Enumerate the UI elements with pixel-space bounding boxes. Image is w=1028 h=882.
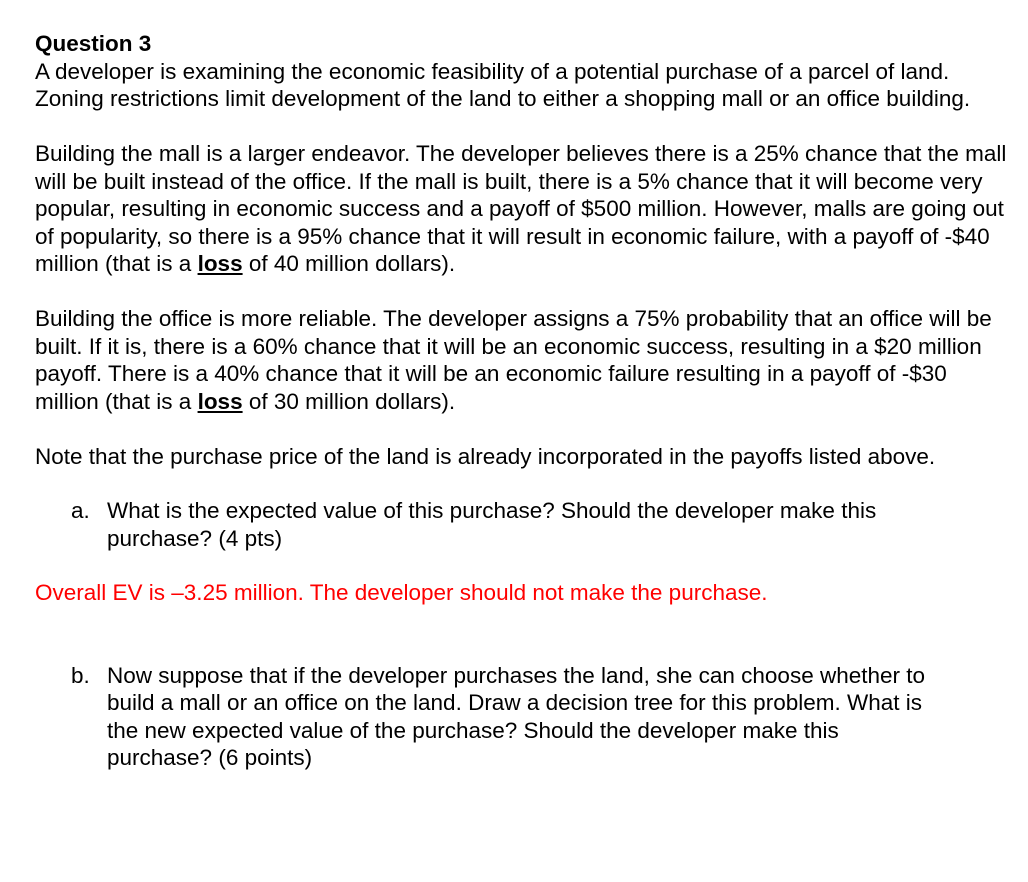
question-document bbox=[35, 30, 1010, 772]
mall-paragraph-text: Building the mall is a larger endeavor. The developer believes there is a 25% chance that the mall will be built instead of the office. If the mall is built, there is a 5% chance that it will become very popular, resulting in economic success and a payoff of $500 million. However, malls are going out of popularity, so there is a 95% chance that it will result in economic failure, with a payoff of -$40 million (that is a bbox=[35, 141, 1007, 276]
office-loss-emphasis: loss bbox=[197, 388, 243, 414]
note-paragraph: Note that the purchase price of the land is already incorporated in the payoffs listed above. bbox=[35, 443, 936, 469]
answer-a: Overall EV is –3.25 million. The developer should not make the purchase. bbox=[35, 580, 768, 605]
part-a-marker: a. bbox=[71, 498, 90, 523]
part-a bbox=[35, 497, 1010, 552]
part-b-marker: b. bbox=[71, 662, 90, 688]
question-title: Question 3 bbox=[35, 31, 152, 56]
office-paragraph bbox=[35, 305, 1010, 415]
part-a-text: What is the expected value of this purchase? Should the developer make this purchase? (4 pts) bbox=[107, 498, 877, 551]
mall-paragraph-tail: of 40 million dollars). bbox=[242, 251, 456, 276]
mall-loss-emphasis: loss bbox=[197, 251, 243, 276]
part-b-text: Now suppose that if the developer purchases the land, she can choose whether to build a mall or an office on the land. Draw a decision tree for this problem. What is the new expected value of the purchase? Should the developer make this purchase? (6 points) bbox=[107, 662, 926, 770]
office-paragraph-tail: of 30 million dollars). bbox=[242, 388, 456, 414]
intro-paragraph: A developer is examining the economic feasibility of a potential purchase of a parcel of land. Zoning restrictions limit development of the land to either a shopping mall or an office building. bbox=[35, 58, 971, 111]
office-paragraph-text: Building the office is more reliable. The developer assigns a 75% probability that an office will be built. If it is, there is a 60% chance that it will be an economic success, resulting in a $20 million payoff. There is a 40% chance that it will be an economic failure resulting in a payoff of -$30 million (that is a bbox=[35, 306, 992, 414]
part-b bbox=[35, 662, 1010, 772]
mall-paragraph bbox=[35, 140, 1010, 278]
